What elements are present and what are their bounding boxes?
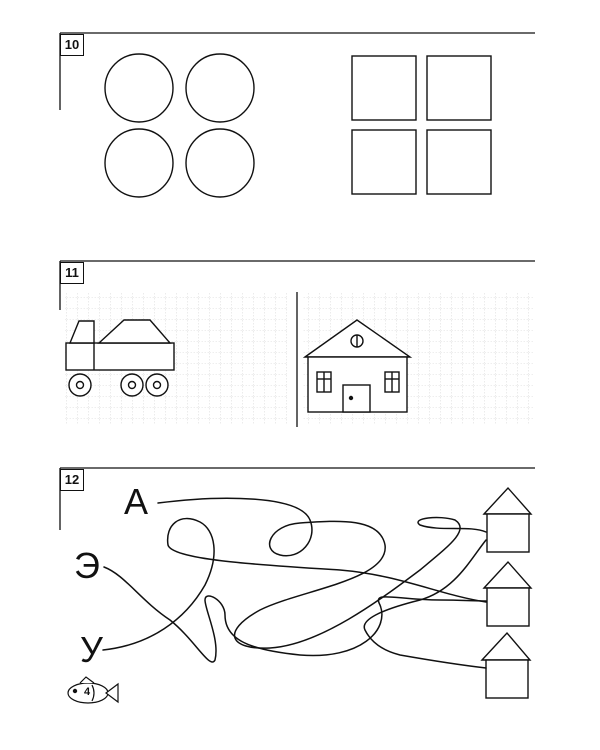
square-top-right	[427, 56, 491, 120]
circle-bottom-right	[186, 129, 254, 197]
target-house-2	[484, 562, 531, 626]
circles-group	[105, 54, 254, 197]
squares-group	[352, 56, 491, 194]
letter-u: У	[80, 629, 103, 670]
letter-e: Э	[74, 545, 100, 586]
circle-top-left	[105, 54, 173, 122]
target-house-3	[482, 633, 530, 698]
target-house-1	[484, 488, 531, 552]
square-bottom-right	[427, 130, 491, 194]
maze-path-e	[104, 567, 486, 662]
letter-a: А	[124, 481, 149, 522]
square-top-left	[352, 56, 416, 120]
page-number: 4	[84, 686, 91, 698]
task-number-11: 11	[60, 262, 84, 284]
task-number-12: 12	[60, 469, 84, 491]
circle-bottom-left	[105, 129, 173, 197]
maze-path-extra	[364, 540, 486, 668]
circle-top-right	[186, 54, 254, 122]
maze-lines	[103, 498, 486, 668]
square-bottom-left	[352, 130, 416, 194]
maze-path-a	[158, 498, 486, 648]
fish-icon	[68, 677, 118, 703]
maze-path-u	[103, 519, 486, 650]
task-number-10: 10	[60, 34, 84, 56]
section-10-frame	[60, 33, 535, 110]
